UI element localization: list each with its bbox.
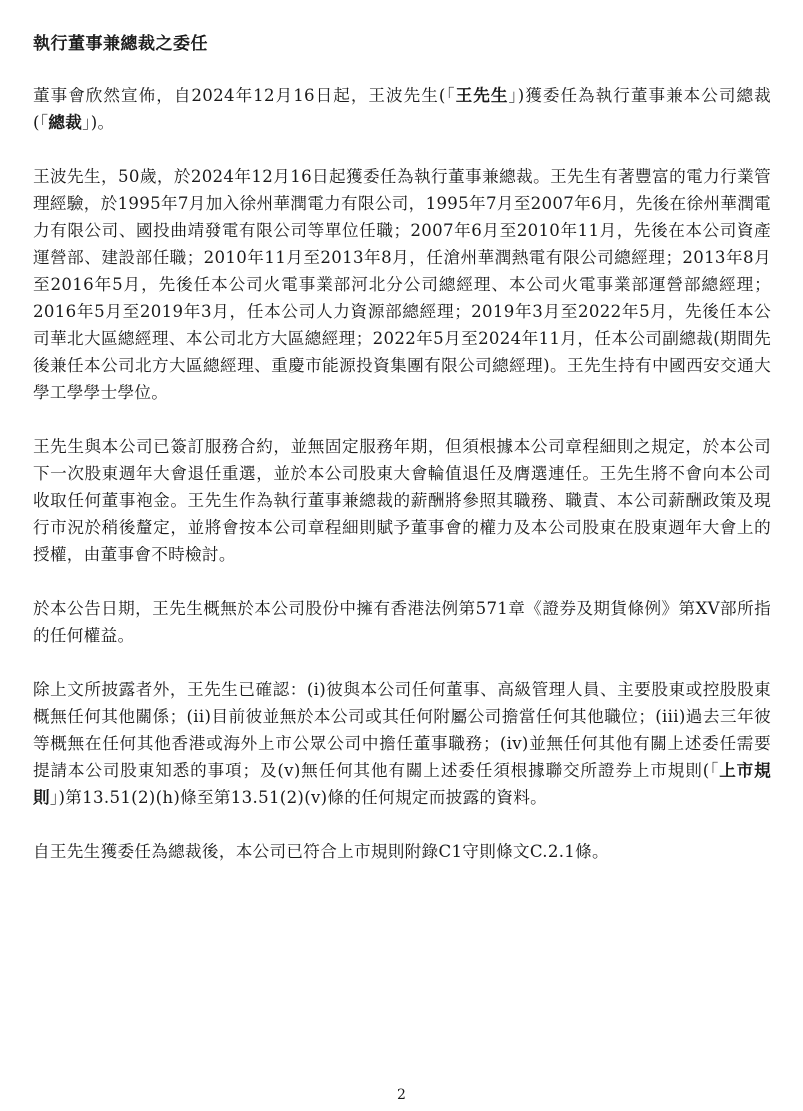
paragraph-interests: 於本公告日期，王先生概無於本公司股份中擁有香港法例第571章《證券及期貨條例》第XV部所指的任何權益。 <box>33 599 771 645</box>
text-run: 董事會欣然宣佈，自2024年12月16日起，王波先生(「 <box>33 86 456 105</box>
defined-term-listing-rules: 上市規則 <box>33 761 771 807</box>
paragraph-compliance: 自王先生獲委任為總裁後，本公司已符合上市規則附錄C1守則條文C.2.1條。 <box>33 842 609 861</box>
text-run: 除上文所披露者外，王先生已確認：(i)彼與本公司任何董事、高級管理人員、主要股東或控股股東概無任何其他關係；(ii)目前彼並無於本公司或其任何附屬公司擔當任何其他職位；(iii)過去三年彼等概無在任何其他香港或海外上市公眾公司中擔任董事職務；(iv)並無任何其他有關上述委任需要提請本公司股東知悉的事項；及(v)無任何其他有關上述委任須根據聯交所證券上市規則(「 <box>33 680 771 780</box>
paragraph-service-contract: 王先生與本公司已簽訂服務合約，並無固定服務年期，但須根據本公司章程細則之規定，於本公司下一次股東週年大會退任重選，並於本公司股東大會輪值退任及膺選連任。王先生將不會向本公司收取任何董事袍金。王先生作為執行董事兼總裁的薪酬將參照其職務、職責、本公司薪酬政策及現行市況於稍後釐定，並將會按本公司章程細則賦予董事會的權力及本公司股東在股東週年大會上的授權，由董事會不時檢討。 <box>33 437 771 564</box>
paragraph-biography: 王波先生，50歲，於2024年12月16日起獲委任為執行董事兼總裁。王先生有著豐富的電力行業管理經驗，於1995年7月加入徐州華潤電力有限公司，1995年7月至2007年6月，先後在徐州華潤電力有限公司、國投曲靖發電有限公司等單位任職；2007年6月至2010年11月，先後在本公司資產運營部、建設部任職；2010年11月至2013年8月，任滄州華潤熱電有限公司總經理；2013年8月至2016年5月，先後任本公司火電事業部河北分公司總經理、本公司火電事業部運營部總經理；2016年5月至2019年3月，任本公司人力資源部總經理；2019年3月至2022年5月，先後任本公司華北大區總經理、本公司北方大區總經理；2022年5月至2024年11月，任本公司副總裁(期間先後兼任本公司北方大區總經理、重慶市能源投資集團有限公司總經理)。王先生持有中國西安交通大學工學學士學位。 <box>33 167 771 402</box>
defined-term-mr-wang: 王先生 <box>455 86 509 105</box>
paragraph-confirmations <box>33 676 771 811</box>
text-run: 」)。 <box>82 113 115 132</box>
document-page <box>33 30 771 892</box>
text-run: 」)第13.51(2)(h)條至第13.51(2)(v)條的任何規定而披露的資料。 <box>49 788 548 807</box>
section-heading: 執行董事兼總裁之委任 <box>33 34 208 54</box>
page-number: 2 <box>397 1087 406 1103</box>
paragraph-appointment-announcement <box>33 82 771 136</box>
defined-term-president: 總裁 <box>48 113 83 132</box>
text-run: 」)獲委任為執行董事兼本公司總裁(「 <box>33 86 771 132</box>
